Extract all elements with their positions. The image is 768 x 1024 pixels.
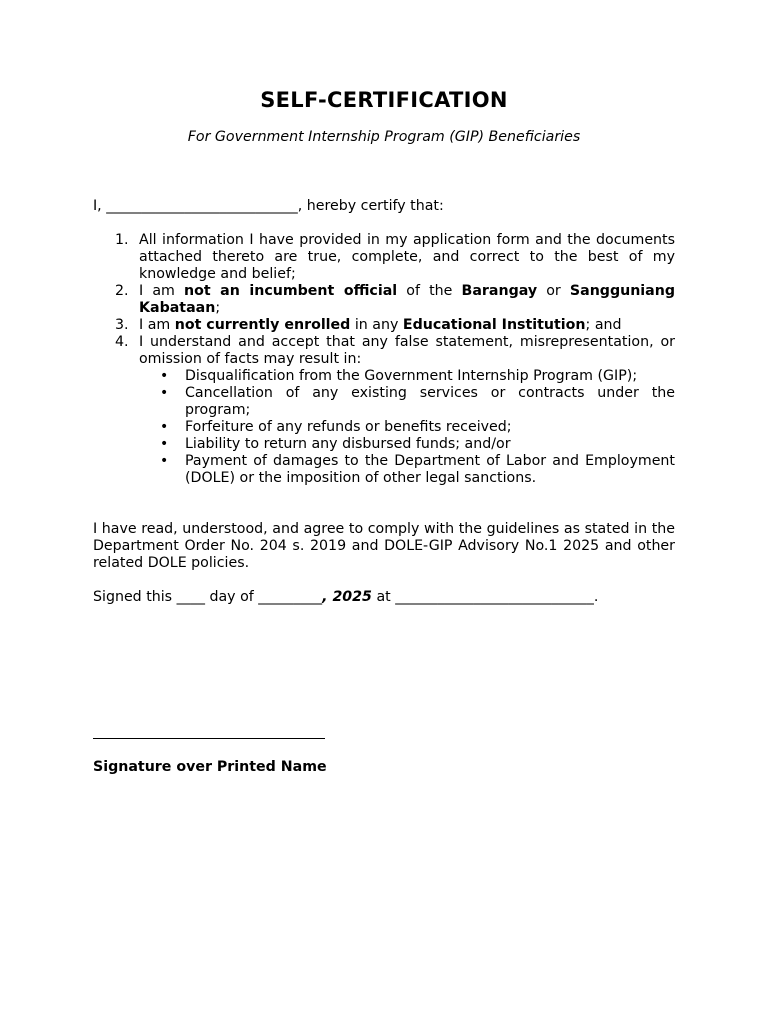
bullet-item bbox=[139, 368, 675, 385]
list-item bbox=[93, 317, 675, 334]
bullet-item bbox=[139, 385, 675, 419]
list-item-text: I am bbox=[139, 283, 184, 299]
emphasis-text: not currently enrolled bbox=[174, 317, 351, 333]
list-item-text: All information I have provided in my application form and the documents attached thereto are true, complete, and correct to the best of my knowledge and belief; bbox=[139, 232, 675, 282]
list-item-text: or bbox=[537, 283, 570, 299]
bullet-text: Cancellation of any existing services or contracts under the program; bbox=[185, 385, 675, 418]
bullet-text: Disqualification from the Government Internship Program (GIP); bbox=[185, 368, 638, 384]
list-item-text: ; bbox=[215, 300, 221, 316]
name-blank: ___________________________ bbox=[106, 198, 298, 214]
bullet-item bbox=[139, 419, 675, 436]
certify-prefix: I, bbox=[93, 198, 107, 214]
bullet-icon: • bbox=[160, 419, 169, 435]
list-item-text: I am bbox=[139, 317, 175, 333]
list-item bbox=[93, 232, 675, 283]
list-item-text: in any bbox=[350, 317, 403, 333]
bullet-icon: • bbox=[160, 385, 169, 401]
signed-statement bbox=[93, 589, 675, 606]
bullet-item bbox=[139, 436, 675, 453]
list-marker: 4. bbox=[115, 334, 129, 350]
emphasis-text: not an incumbent official bbox=[183, 283, 398, 299]
bullet-icon: • bbox=[160, 453, 169, 469]
signed-place-text: at ____________________________. bbox=[371, 589, 599, 605]
signed-year: , 2025 bbox=[322, 589, 372, 605]
document-subtitle: For Government Internship Program (GIP) Beneficiaries bbox=[187, 129, 581, 145]
list-marker: 2. bbox=[115, 283, 129, 299]
bullet-text: Forfeiture of any refunds or benefits received; bbox=[185, 419, 512, 435]
list-item bbox=[93, 283, 675, 317]
certification-list bbox=[93, 232, 675, 487]
list-item-text: ; and bbox=[585, 317, 622, 333]
emphasis-text: Barangay bbox=[461, 283, 538, 299]
list-item-text: of the bbox=[397, 283, 462, 299]
signed-date-text: Signed this ____ day of _________ bbox=[93, 589, 323, 605]
signature-line bbox=[93, 738, 325, 739]
document-title: SELF-CERTIFICATION bbox=[260, 88, 508, 112]
bullet-item bbox=[139, 453, 675, 487]
emphasis-text: Sangguniang Kabataan bbox=[139, 283, 676, 316]
agreement-paragraph: I have read, understood, and agree to comply with the guidelines as stated in the Department Order No. 204 s. 2019 and DOLE-GIP Advisory No.1 2025 and other related DOLE policies. bbox=[93, 521, 675, 571]
list-marker: 3. bbox=[115, 317, 129, 333]
signature-label: Signature over Printed Name bbox=[93, 759, 327, 775]
bullet-icon: • bbox=[160, 436, 169, 452]
consequence-list bbox=[139, 368, 675, 487]
certify-statement bbox=[93, 198, 675, 215]
list-item bbox=[93, 334, 675, 487]
list-item-text: I understand and accept that any false statement, misrepresentation, or omission of facts may result in: bbox=[139, 334, 675, 367]
list-marker: 1. bbox=[115, 232, 129, 248]
bullet-text: Liability to return any disbursed funds; and/or bbox=[185, 436, 511, 452]
emphasis-text: Educational Institution bbox=[402, 317, 586, 333]
certify-suffix: , hereby certify that: bbox=[297, 198, 444, 214]
bullet-icon: • bbox=[160, 368, 169, 384]
bullet-text: Payment of damages to the Department of Labor and Employment (DOLE) or the imposition of other legal sanctions. bbox=[185, 453, 675, 486]
